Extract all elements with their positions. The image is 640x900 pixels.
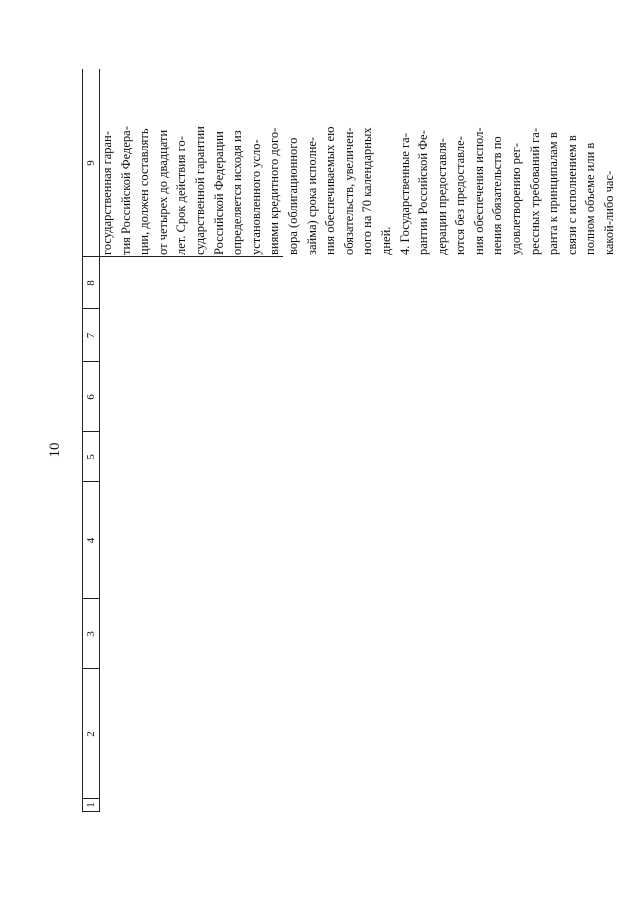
text-line: установленного усло- <box>248 139 263 255</box>
column-header-1: 1 <box>85 802 97 808</box>
text-line: займа) срока исполне- <box>304 136 319 255</box>
text-line: рантии Российской Фе- <box>416 130 431 255</box>
column-header-5: 5 <box>85 454 97 460</box>
column-header-8: 8 <box>85 280 97 286</box>
column-header-7: 7 <box>85 332 97 339</box>
text-line: лет. Срок действия го- <box>174 136 189 255</box>
text-line: государственная гаран- <box>100 131 114 255</box>
text-line: дней. <box>378 226 393 255</box>
text-line: обязательств, увеличен- <box>341 127 356 255</box>
text-line: дерации предоставля- <box>434 138 449 255</box>
column-header-2: 2 <box>85 731 97 737</box>
text-line: ного на 70 календарных <box>360 127 375 255</box>
text-line: связи с исполнением в <box>564 135 579 255</box>
text-line: ции, должен составлять <box>137 128 152 255</box>
text-line: нения обязательств по <box>490 136 505 255</box>
column-header-4: 4 <box>85 537 97 544</box>
column-9-text <box>98 67 619 258</box>
text-line: какой-либо час- <box>602 170 617 255</box>
text-line: вора (облигационного <box>285 137 300 255</box>
text-line: рессных требований га- <box>527 127 542 255</box>
text-line: 4. Государственные га- <box>397 133 412 255</box>
column-header-9: 9 <box>85 160 97 166</box>
page-number: 10 <box>47 442 63 458</box>
text-line: ются без предоставле- <box>453 136 468 255</box>
text-line: ния обеспечиваемых ею <box>323 126 338 255</box>
text-line: ния обеспечения испол- <box>471 127 486 255</box>
text-line: от четырех до двадцати <box>155 129 170 255</box>
text-line: тия Российской Федера- <box>118 126 133 255</box>
column-header-6: 6 <box>85 394 97 400</box>
text-line: сударственной гарантии <box>192 126 207 255</box>
table <box>82 70 617 812</box>
text-line: удовлетворению рег- <box>509 143 524 255</box>
text-line: виями кредитного дого- <box>267 127 282 255</box>
text-line: полном объеме или в <box>583 142 598 255</box>
text-line: Российской Федерации <box>211 131 226 255</box>
column-header-3: 3 <box>85 631 97 637</box>
text-line: ранта к принципалам в <box>546 132 561 255</box>
text-line: определяется исходя из <box>230 130 245 255</box>
